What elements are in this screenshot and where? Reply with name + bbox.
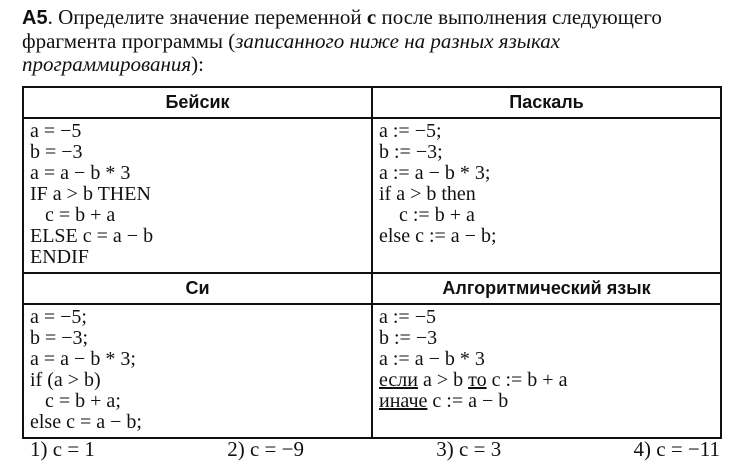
- pascal-header: Паскаль: [372, 87, 721, 118]
- c-header: Си: [23, 273, 372, 304]
- keyword-else: иначе: [379, 390, 428, 412]
- code-line: a = −5: [30, 120, 82, 142]
- code-line: a = −5;: [30, 306, 87, 328]
- code-line: c := b + a: [379, 204, 475, 226]
- code-line: [379, 391, 714, 412]
- code-line: a = a − b * 3: [30, 162, 131, 184]
- question-variable: c: [366, 5, 377, 29]
- keyword-if: если: [379, 369, 418, 391]
- code-line: b = −3: [30, 141, 83, 163]
- table-code-row: [23, 304, 721, 438]
- table-header-row: [23, 273, 721, 304]
- code-line: a = a − b * 3;: [30, 348, 136, 370]
- code-line: ELSE c = a − b: [30, 225, 154, 247]
- condition-text: a > b: [417, 369, 469, 391]
- then-statement: c := b + a: [486, 369, 568, 391]
- answer-option-1[interactable]: 1) c = 1: [30, 437, 95, 461]
- code-line: b := −3;: [379, 141, 443, 163]
- keyword-then: то: [468, 369, 487, 391]
- code-line: b = −3;: [30, 327, 89, 349]
- answer-option-3[interactable]: 3) c = 3: [436, 437, 502, 461]
- question-italic-note: записанного ниже на разных языках программирования: [22, 29, 561, 76]
- code-line: else c := a − b;: [379, 225, 497, 247]
- algo-code: [372, 304, 721, 438]
- code-line: a := −5;: [379, 120, 442, 142]
- code-line: a := a − b * 3;: [379, 162, 491, 184]
- answer-options: [30, 437, 720, 462]
- basic-header: Бейсик: [23, 87, 372, 118]
- question-text-part3: ):: [191, 52, 204, 76]
- c-code: [23, 304, 372, 438]
- code-line: if a > b then: [379, 183, 476, 205]
- question-text: [22, 6, 724, 76]
- question-number: A5: [22, 7, 48, 29]
- code-line: IF a > b THEN: [30, 183, 151, 205]
- code-line: a := a − b * 3: [379, 348, 485, 370]
- basic-code: [23, 118, 372, 273]
- answer-option-2[interactable]: 2) c = −9: [227, 437, 304, 461]
- code-line: b := −3: [379, 327, 438, 349]
- code-line: [379, 370, 714, 391]
- algo-header: Алгоритмический язык: [372, 273, 721, 304]
- answer-option-4[interactable]: 4) c = −11: [633, 437, 720, 461]
- code-line: c = b + a;: [30, 390, 121, 412]
- pascal-code: [372, 118, 721, 273]
- question-text-part2: после выполнения следующего фрагмента программы (: [22, 5, 662, 53]
- code-line: ENDIF: [30, 246, 89, 268]
- code-line: a := −5: [379, 306, 436, 328]
- code-line: c = b + a: [30, 204, 116, 226]
- code-line: else c = a − b;: [30, 411, 142, 433]
- table-header-row: [23, 87, 721, 118]
- code-table: [22, 86, 722, 439]
- code-line: if (a > b): [30, 369, 101, 391]
- else-statement: c := a − b: [427, 390, 509, 412]
- table-code-row: [23, 118, 721, 273]
- question-text-part1: . Определите значение переменной: [47, 5, 367, 29]
